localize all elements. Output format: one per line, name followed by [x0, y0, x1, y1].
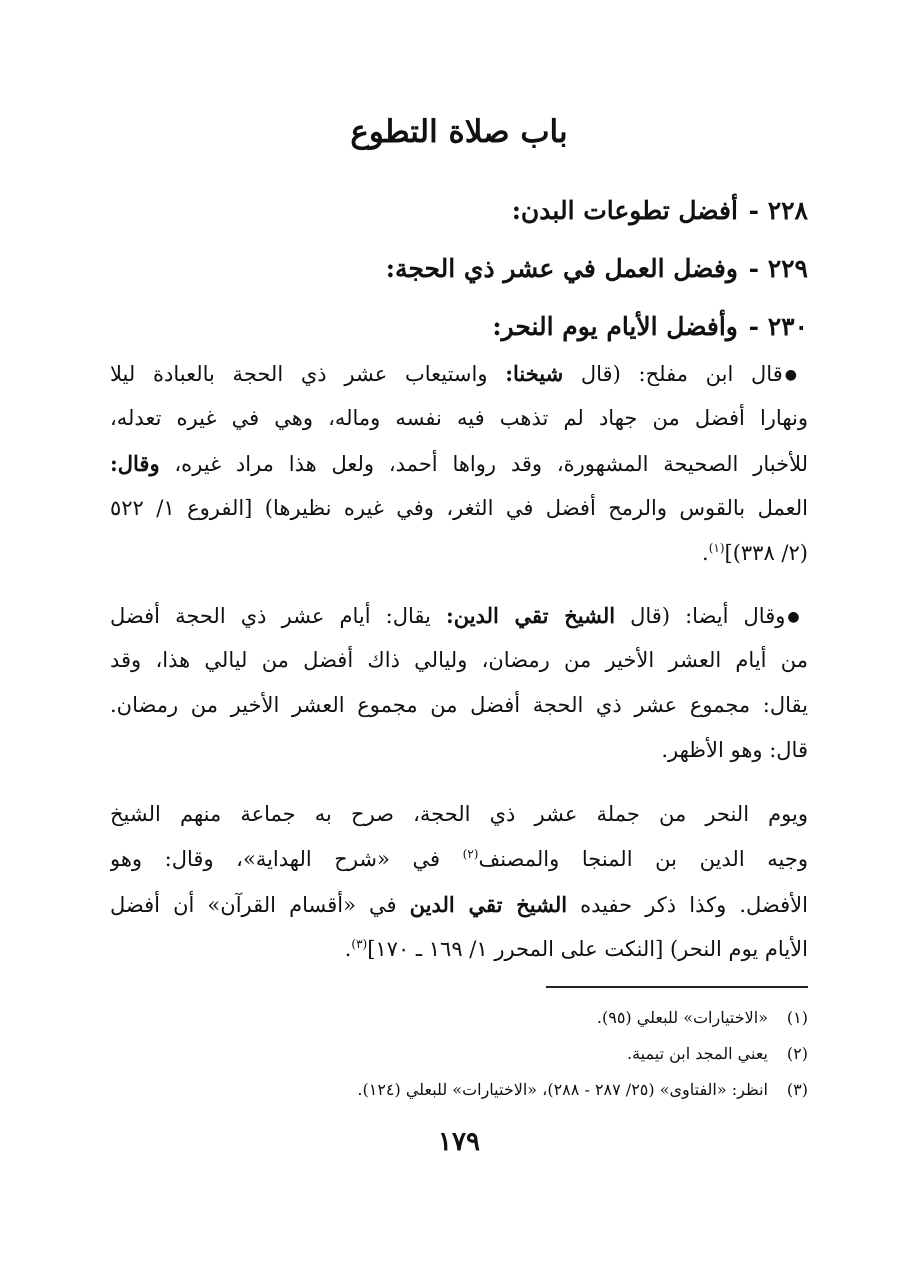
bold-term: الشيخ تقي الدين — [409, 892, 568, 917]
section-heading-230 — [110, 298, 808, 356]
text-line — [110, 441, 808, 486]
book-page — [110, 0, 808, 1271]
footnote-ref[interactable]: (١) — [708, 541, 725, 555]
section-heading-229 — [110, 240, 808, 298]
page-number: ١٧٩ — [438, 1127, 480, 1157]
text-line — [110, 593, 808, 638]
footnote-text: يعني المجد ابن تيمية. — [627, 1044, 768, 1063]
text-span: يقال: أيام عشر ذي الحجة أفضل — [110, 604, 446, 628]
text-span: . — [344, 937, 352, 961]
bold-term: شيخنا: — [505, 361, 564, 386]
citation: (٢/ ٣٣٨)] — [724, 541, 808, 565]
text-span: واستيعاب عشر ذي الحجة بالعبادة ليلا — [110, 362, 506, 386]
text-line: يقال: مجموع عشر ذي الحجة أفضل من مجموع العشر الأخير من رمضان. — [110, 693, 808, 717]
text-line — [110, 531, 808, 576]
chapter-title: باب صلاة التطوع — [350, 114, 568, 150]
text-line — [110, 837, 808, 882]
footnote-item — [110, 1000, 808, 1036]
text-line — [110, 927, 808, 972]
bold-term: الشيخ تقي الدين: — [445, 603, 616, 628]
footnote-ref[interactable]: (٣) — [351, 937, 368, 951]
text-line — [110, 351, 808, 396]
heading-number: ٢٢٩ - — [748, 254, 808, 283]
paragraph-ibn-muflih — [110, 351, 808, 576]
footnotes — [110, 1000, 808, 1108]
text-line: من أيام العشر الأخير من رمضان، وليالي ذاك أفضل من ليالي هذا، وقد — [110, 648, 808, 672]
footnote-number: (١) — [786, 1008, 808, 1027]
footnote-ref[interactable]: (٢) — [462, 847, 479, 861]
citation: الأيام يوم النحر) [النكت على المحرر ١/ ١٦٩ ـ ١٧٠] — [367, 937, 808, 961]
footnote-item — [110, 1072, 808, 1108]
text-line: العمل بالقوس والرمح أفضل في الثغر، وفي غيره نظيرها) [الفروع ١/ ٥٢٢ — [110, 496, 808, 520]
footnote-divider — [546, 986, 808, 988]
bullet-icon: ● — [787, 609, 808, 625]
text-line: ونهارا أفضل من جهاد لم تذهب فيه نفسه وماله، وهي في غيره تعدله، — [110, 406, 808, 430]
text-span: قال ابن مفلح: (قال — [563, 362, 783, 386]
text-span: . — [702, 541, 709, 565]
footnote-item — [110, 1036, 808, 1072]
text-span: في «شرح الهداية»، وقال: وهو — [110, 847, 463, 871]
text-line: ويوم النحر من جملة عشر ذي الحجة، صرح به جماعة منهم الشيخ — [110, 802, 808, 826]
text-line: قال: وهو الأظهر. — [661, 738, 808, 762]
footnote-number: (٣) — [786, 1080, 808, 1099]
text-span: في «أقسام القرآن» أن أفضل — [110, 893, 410, 917]
text-span: وجيه الدين بن المنجا والمصنف — [478, 847, 808, 871]
paragraph-also-said — [110, 593, 808, 773]
footnote-text: «الاختيارات» للبعلي (٩٥). — [596, 1008, 768, 1027]
text-span: وقال أيضا: (قال — [615, 604, 786, 628]
heading-number: ٢٢٨ - — [748, 196, 808, 225]
bullet-icon: ● — [784, 367, 808, 383]
text-span: للأخبار الصحيحة المشهورة، وقد رواها أحمد، ولعل هذا مراد غيره، — [159, 452, 808, 476]
footnote-text: انظر: «الفتاوى» (٢٥/ ٢٨٧ - ٢٨٨)، «الاختيارات» للبعلي (١٢٤). — [357, 1080, 768, 1099]
text-span: الأفضل. وكذا ذكر حفيده — [567, 893, 808, 917]
paragraph-day-of-sacrifice — [110, 792, 808, 972]
section-headings — [110, 182, 808, 356]
heading-number: ٢٣٠ - — [748, 312, 808, 341]
heading-text: وفضل العمل في عشر ذي الحجة: — [385, 254, 738, 283]
text-line — [110, 882, 808, 927]
section-heading-228 — [110, 182, 808, 240]
footnote-number: (٢) — [786, 1044, 808, 1063]
heading-text: أفضل تطوعات البدن: — [511, 196, 738, 225]
heading-text: وأفضل الأيام يوم النحر: — [492, 312, 738, 341]
bold-term: وقال: — [110, 451, 160, 476]
